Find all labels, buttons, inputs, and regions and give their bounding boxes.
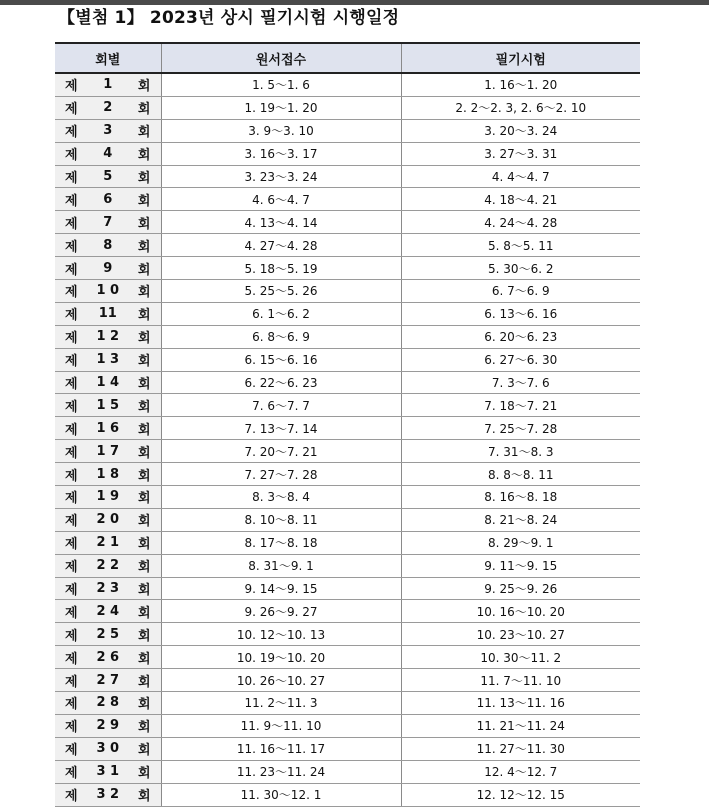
round-label — [65, 213, 151, 232]
round-label — [65, 693, 151, 712]
round-number: 1 0 — [96, 283, 120, 299]
application-period-cell: 11. 30～12. 1 — [161, 783, 401, 806]
table-row — [55, 96, 640, 119]
round-label — [65, 465, 151, 484]
round-prefix: 제 — [65, 766, 78, 782]
application-period-cell: 7. 6～7. 7 — [161, 394, 401, 417]
written-exam-period-cell: 7. 18～7. 21 — [401, 394, 640, 417]
round-number: 1 — [103, 77, 113, 93]
written-exam-period-cell: 4. 4～4. 7 — [401, 165, 640, 188]
round-number: 4 — [103, 146, 113, 162]
written-exam-period-cell: 11. 21～11. 24 — [401, 714, 640, 737]
written-exam-period-cell: 7. 3～7. 6 — [401, 371, 640, 394]
round-cell — [55, 302, 161, 325]
header-round: 회별 — [55, 43, 161, 73]
application-period-cell: 7. 13～7. 14 — [161, 417, 401, 440]
round-label — [65, 190, 151, 209]
round-suffix: 회 — [137, 102, 151, 118]
application-period-cell: 4. 6～4. 7 — [161, 188, 401, 211]
application-period-cell: 5. 18～5. 19 — [161, 257, 401, 280]
table-row — [55, 302, 640, 325]
round-cell — [55, 531, 161, 554]
round-prefix: 제 — [65, 743, 78, 759]
written-exam-period-cell: 8. 16～8. 18 — [401, 486, 640, 509]
application-period-cell: 6. 8～6. 9 — [161, 325, 401, 348]
table-header-row — [55, 43, 640, 73]
round-prefix: 제 — [65, 674, 78, 690]
application-period-cell: 10. 19～10. 20 — [161, 646, 401, 669]
table-row — [55, 531, 640, 554]
round-label — [65, 259, 151, 278]
round-suffix: 회 — [137, 377, 151, 393]
round-prefix: 제 — [65, 560, 78, 576]
written-exam-period-cell: 10. 23～10. 27 — [401, 623, 640, 646]
written-exam-period-cell: 4. 18～4. 21 — [401, 188, 640, 211]
round-label — [65, 785, 151, 804]
round-label — [65, 762, 151, 781]
round-prefix: 제 — [65, 628, 78, 644]
round-suffix: 회 — [137, 171, 151, 186]
round-prefix: 제 — [65, 354, 78, 370]
round-suffix: 회 — [137, 743, 151, 759]
top-border — [0, 0, 709, 5]
round-suffix: 회 — [137, 514, 151, 530]
table-row — [55, 188, 640, 211]
written-exam-period-cell: 4. 24～4. 28 — [401, 211, 640, 234]
round-label — [65, 487, 151, 506]
round-label — [65, 579, 151, 598]
round-suffix: 회 — [137, 193, 151, 209]
round-number: 5 — [103, 169, 113, 184]
round-number: 2 1 — [96, 535, 120, 551]
application-period-cell: 4. 13～4. 14 — [161, 211, 401, 234]
application-period-cell: 9. 14～9. 15 — [161, 577, 401, 600]
written-exam-period-cell: 6. 20～6. 23 — [401, 325, 640, 348]
round-cell — [55, 119, 161, 142]
round-suffix: 회 — [137, 720, 151, 736]
round-suffix: 회 — [137, 491, 151, 507]
round-cell — [55, 760, 161, 783]
round-number: 7 — [103, 214, 113, 230]
application-period-cell: 3. 9～3. 10 — [161, 119, 401, 142]
written-exam-period-cell: 9. 25～9. 26 — [401, 577, 640, 600]
round-cell — [55, 280, 161, 303]
round-prefix: 제 — [65, 377, 78, 393]
round-suffix: 회 — [137, 79, 151, 95]
written-exam-period-cell: 5. 30～6. 2 — [401, 257, 640, 280]
round-cell — [55, 714, 161, 737]
round-prefix: 제 — [65, 102, 78, 118]
round-cell — [55, 440, 161, 463]
round-prefix: 제 — [65, 468, 78, 484]
round-suffix: 회 — [137, 125, 151, 141]
round-label — [65, 121, 151, 140]
round-suffix: 회 — [137, 308, 151, 324]
written-exam-period-cell: 10. 16～10. 20 — [401, 600, 640, 623]
table-row — [55, 669, 640, 692]
round-prefix: 제 — [65, 148, 78, 164]
round-prefix: 제 — [65, 79, 78, 95]
written-exam-period-cell: 5. 8～5. 11 — [401, 234, 640, 257]
written-exam-period-cell: 6. 27～6. 30 — [401, 348, 640, 371]
application-period-cell: 5. 25～5. 26 — [161, 280, 401, 303]
table-row — [55, 234, 640, 257]
round-prefix: 제 — [65, 514, 78, 530]
round-number: 6 — [103, 191, 113, 207]
application-period-cell: 8. 3～8. 4 — [161, 486, 401, 509]
round-prefix: 제 — [65, 789, 78, 805]
written-exam-period-cell: 8. 21～8. 24 — [401, 508, 640, 531]
round-cell — [55, 394, 161, 417]
table-row — [55, 554, 640, 577]
round-suffix: 회 — [137, 628, 151, 644]
round-suffix: 회 — [137, 674, 151, 690]
table-row — [55, 760, 640, 783]
application-period-cell: 10. 26～10. 27 — [161, 669, 401, 692]
written-exam-period-cell: 6. 7～6. 9 — [401, 280, 640, 303]
round-cell — [55, 783, 161, 806]
table-row — [55, 280, 640, 303]
application-period-cell: 7. 20～7. 21 — [161, 440, 401, 463]
header-application: 원서접수 — [161, 43, 401, 73]
round-number: 1 8 — [96, 466, 120, 482]
round-prefix: 제 — [65, 308, 78, 324]
round-label — [65, 419, 151, 438]
table-row — [55, 119, 640, 142]
round-cell — [55, 600, 161, 623]
round-cell — [55, 348, 161, 371]
written-exam-period-cell: 2. 2～2. 3, 2. 6～2. 10 — [401, 96, 640, 119]
round-number: 11 — [98, 306, 117, 322]
application-period-cell: 1. 5～1. 6 — [161, 73, 401, 96]
table-body — [55, 73, 640, 806]
round-prefix: 제 — [65, 720, 78, 736]
application-period-cell: 3. 16～3. 17 — [161, 142, 401, 165]
round-number: 1 3 — [96, 352, 120, 368]
round-number: 3 — [103, 123, 113, 139]
round-number: 2 8 — [96, 695, 120, 711]
round-label — [65, 373, 151, 392]
table-row — [55, 714, 640, 737]
round-number: 2 6 — [96, 649, 120, 665]
round-suffix: 회 — [137, 262, 151, 278]
round-cell — [55, 508, 161, 531]
round-number: 2 9 — [96, 718, 120, 734]
written-exam-period-cell: 11. 13～11. 16 — [401, 692, 640, 715]
round-cell — [55, 188, 161, 211]
round-prefix: 제 — [65, 422, 78, 438]
table-row — [55, 211, 640, 234]
round-number: 1 4 — [96, 375, 120, 391]
round-prefix: 제 — [65, 537, 78, 553]
round-cell — [55, 257, 161, 280]
round-suffix: 회 — [137, 468, 151, 484]
round-number: 1 9 — [96, 489, 120, 505]
round-label — [65, 716, 151, 735]
round-number: 8 — [103, 237, 113, 253]
round-number: 2 5 — [96, 626, 120, 642]
round-prefix: 제 — [65, 171, 78, 186]
round-label — [65, 442, 151, 461]
round-suffix: 회 — [137, 285, 151, 301]
application-period-cell: 1. 19～1. 20 — [161, 96, 401, 119]
round-cell — [55, 142, 161, 165]
written-exam-period-cell: 10. 30～11. 2 — [401, 646, 640, 669]
round-cell — [55, 692, 161, 715]
round-number: 1 5 — [96, 397, 120, 413]
written-exam-period-cell: 3. 20～3. 24 — [401, 119, 640, 142]
table-row — [55, 463, 640, 486]
round-suffix: 회 — [137, 445, 151, 461]
round-number: 3 0 — [96, 741, 120, 757]
round-cell — [55, 737, 161, 760]
round-label — [65, 75, 151, 94]
header-written-exam: 필기시험 — [401, 43, 640, 73]
round-number: 2 — [103, 100, 113, 116]
table-row — [55, 165, 640, 188]
round-number: 2 4 — [96, 603, 120, 619]
application-period-cell: 4. 27～4. 28 — [161, 234, 401, 257]
round-suffix: 회 — [137, 766, 151, 782]
application-period-cell: 11. 2～11. 3 — [161, 692, 401, 715]
written-exam-period-cell: 7. 25～7. 28 — [401, 417, 640, 440]
written-exam-period-cell: 11. 27～11. 30 — [401, 737, 640, 760]
exam-schedule-table — [55, 42, 640, 807]
round-label — [65, 648, 151, 667]
application-period-cell: 8. 10～8. 11 — [161, 508, 401, 531]
round-prefix: 제 — [65, 445, 78, 461]
round-number: 3 1 — [96, 764, 120, 780]
round-prefix: 제 — [65, 193, 78, 209]
application-period-cell: 6. 22～6. 23 — [161, 371, 401, 394]
round-prefix: 제 — [65, 331, 78, 347]
round-suffix: 회 — [137, 148, 151, 164]
table-row — [55, 486, 640, 509]
round-label — [65, 602, 151, 621]
round-cell — [55, 463, 161, 486]
table-row — [55, 73, 640, 96]
round-prefix: 제 — [65, 262, 78, 278]
round-number: 1 2 — [96, 329, 120, 345]
round-number: 9 — [103, 260, 113, 276]
round-cell — [55, 417, 161, 440]
round-label — [65, 350, 151, 369]
round-suffix: 회 — [137, 697, 151, 713]
table-row — [55, 417, 640, 440]
round-number: 2 7 — [96, 672, 120, 688]
round-number: 1 6 — [96, 420, 120, 436]
round-label — [65, 556, 151, 575]
round-suffix: 회 — [137, 651, 151, 667]
table-row — [55, 623, 640, 646]
round-label — [65, 625, 151, 644]
written-exam-period-cell: 1. 16～1. 20 — [401, 73, 640, 96]
round-label — [65, 144, 151, 163]
round-label — [65, 739, 151, 758]
round-label — [65, 396, 151, 415]
table-row — [55, 440, 640, 463]
round-prefix: 제 — [65, 216, 78, 232]
round-cell — [55, 371, 161, 394]
round-label — [65, 167, 151, 186]
round-cell — [55, 73, 161, 96]
round-suffix: 회 — [137, 583, 151, 599]
document-title: 【별첨 1】 2023년 상시 필기시험 시행일정 — [58, 8, 400, 28]
table-row — [55, 257, 640, 280]
table-row — [55, 348, 640, 371]
round-suffix: 회 — [137, 422, 151, 438]
written-exam-period-cell: 12. 12～12. 15 — [401, 783, 640, 806]
round-prefix: 제 — [65, 285, 78, 301]
round-suffix: 회 — [137, 560, 151, 576]
table-row — [55, 692, 640, 715]
round-cell — [55, 554, 161, 577]
written-exam-period-cell: 7. 31～8. 3 — [401, 440, 640, 463]
application-period-cell: 8. 17～8. 18 — [161, 531, 401, 554]
application-period-cell: 6. 1～6. 2 — [161, 302, 401, 325]
round-cell — [55, 646, 161, 669]
round-prefix: 제 — [65, 399, 78, 415]
round-label — [65, 671, 151, 690]
round-cell — [55, 211, 161, 234]
written-exam-period-cell: 6. 13～6. 16 — [401, 302, 640, 325]
table-row — [55, 577, 640, 600]
round-label — [65, 304, 151, 323]
round-label — [65, 98, 151, 117]
table-row — [55, 783, 640, 806]
application-period-cell: 10. 12～10. 13 — [161, 623, 401, 646]
written-exam-period-cell: 8. 8～8. 11 — [401, 463, 640, 486]
round-prefix: 제 — [65, 583, 78, 599]
round-suffix: 회 — [137, 354, 151, 370]
written-exam-period-cell: 9. 11～9. 15 — [401, 554, 640, 577]
application-period-cell: 11. 23～11. 24 — [161, 760, 401, 783]
round-suffix: 회 — [137, 789, 151, 805]
written-exam-period-cell: 11. 7～11. 10 — [401, 669, 640, 692]
round-number: 2 3 — [96, 581, 120, 597]
table-row — [55, 646, 640, 669]
round-prefix: 제 — [65, 239, 78, 255]
table-row — [55, 600, 640, 623]
application-period-cell: 7. 27～7. 28 — [161, 463, 401, 486]
table-row — [55, 394, 640, 417]
round-label — [65, 510, 151, 529]
round-cell — [55, 623, 161, 646]
round-cell — [55, 96, 161, 119]
round-suffix: 회 — [137, 331, 151, 347]
application-period-cell: 3. 23～3. 24 — [161, 165, 401, 188]
round-suffix: 회 — [137, 605, 151, 621]
written-exam-period-cell: 3. 27～3. 31 — [401, 142, 640, 165]
written-exam-period-cell: 8. 29～9. 1 — [401, 531, 640, 554]
table-row — [55, 325, 640, 348]
application-period-cell: 11. 9～11. 10 — [161, 714, 401, 737]
application-period-cell: 9. 26～9. 27 — [161, 600, 401, 623]
round-cell — [55, 669, 161, 692]
table-row — [55, 142, 640, 165]
round-cell — [55, 577, 161, 600]
round-suffix: 회 — [137, 239, 151, 255]
written-exam-period-cell: 12. 4～12. 7 — [401, 760, 640, 783]
round-label — [65, 327, 151, 346]
round-label — [65, 236, 151, 255]
application-period-cell: 8. 31～9. 1 — [161, 554, 401, 577]
round-label — [65, 533, 151, 552]
round-cell — [55, 234, 161, 257]
round-cell — [55, 486, 161, 509]
round-suffix: 회 — [137, 216, 151, 232]
round-prefix: 제 — [65, 605, 78, 621]
round-prefix: 제 — [65, 651, 78, 667]
round-number: 1 7 — [96, 443, 120, 459]
table-row — [55, 371, 640, 394]
round-prefix: 제 — [65, 697, 78, 713]
round-suffix: 회 — [137, 399, 151, 415]
round-cell — [55, 325, 161, 348]
round-prefix: 제 — [65, 125, 78, 141]
round-suffix: 회 — [137, 537, 151, 553]
round-cell — [55, 165, 161, 188]
round-prefix: 제 — [65, 491, 78, 507]
round-number: 3 2 — [96, 787, 120, 803]
application-period-cell: 6. 15～6. 16 — [161, 348, 401, 371]
table-row — [55, 737, 640, 760]
application-period-cell: 11. 16～11. 17 — [161, 737, 401, 760]
round-number: 2 0 — [96, 512, 120, 528]
round-number: 2 2 — [96, 558, 120, 574]
round-label — [65, 281, 151, 300]
table-row — [55, 508, 640, 531]
